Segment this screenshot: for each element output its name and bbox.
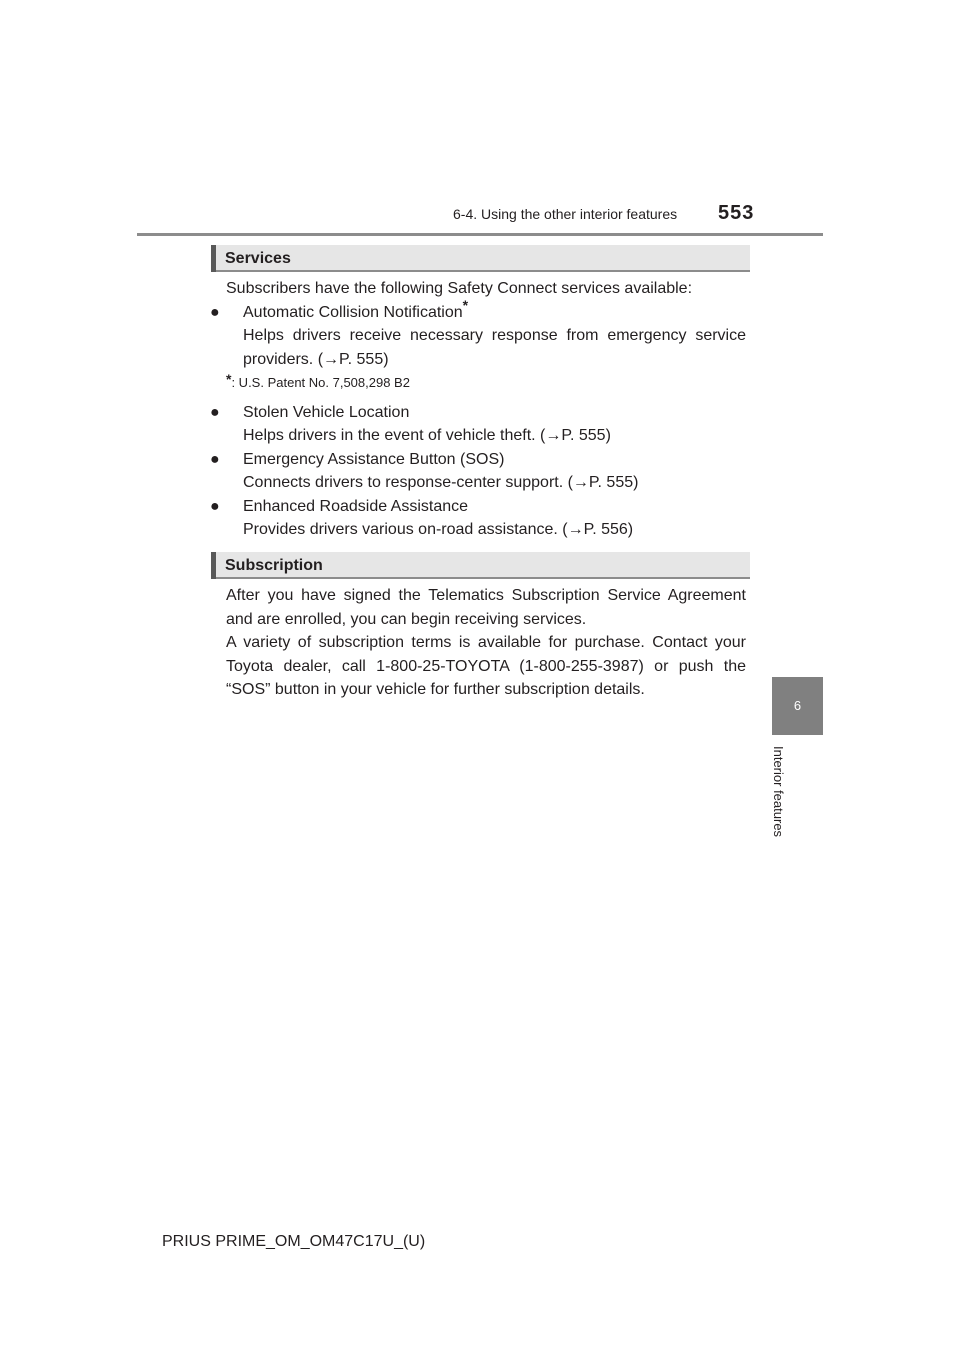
heading-bar [211,245,216,272]
bullet-icon: ● [210,498,220,515]
subscription-heading-title: Subscription [225,557,323,574]
header-divider [137,233,823,236]
footnote [226,371,410,390]
service-item-desc: Helps drivers in the event of vehicle theft. (→P. 555) [243,427,611,444]
chapter-number: 6 [793,698,802,713]
document-footer: PRIUS PRIME_OM_OM47C17U_(U) [162,1233,426,1250]
bullet-icon: ● [210,304,220,321]
services-intro: Subscribers have the following Safety Connect services available: [226,280,693,297]
service-item-desc: Helps drivers receive necessary response from emergency service providers. (→P. 555) [243,327,746,368]
footnote-marker: * [462,297,469,313]
bullet-icon: ● [210,404,220,421]
footnote-text: : U.S. Patent No. 7,508,298 B2 [231,375,410,390]
page-number: 553 [718,202,755,224]
service-item-title: Emergency Assistance Button (SOS) [243,451,505,468]
service-item-title-text: Automatic Collision Notification [243,304,463,321]
bullet-icon: ● [210,451,220,468]
service-item-title [243,297,469,325]
chapter-tab-label: Interior features [771,746,786,838]
subscription-paragraph: After you have signed the Telematics Subscription Service Agreement and are enrolled, you can begin receiving services. [226,587,746,628]
services-heading-title: Services [225,250,291,267]
heading-bar [211,552,216,579]
service-item-desc: Provides drivers various on-road assistance. (→P. 556) [243,521,634,538]
section-header: 6-4. Using the other interior features [453,206,678,222]
service-item-title: Stolen Vehicle Location [243,404,410,421]
footnote-marker: * [226,371,232,387]
service-item-title: Enhanced Roadside Assistance [243,498,469,515]
subscription-paragraph: A variety of subscription terms is available for purchase. Contact your Toyota dealer, call 1-800-25-TOYOTA (1-800-255-3987) or push the “SOS” button in your vehicle for further subscription details. [226,634,746,698]
services-heading [211,245,750,272]
subscription-heading [211,552,750,579]
service-item-desc: Connects drivers to response-center support. (→P. 555) [243,474,639,491]
chapter-tab[interactable] [772,677,823,735]
